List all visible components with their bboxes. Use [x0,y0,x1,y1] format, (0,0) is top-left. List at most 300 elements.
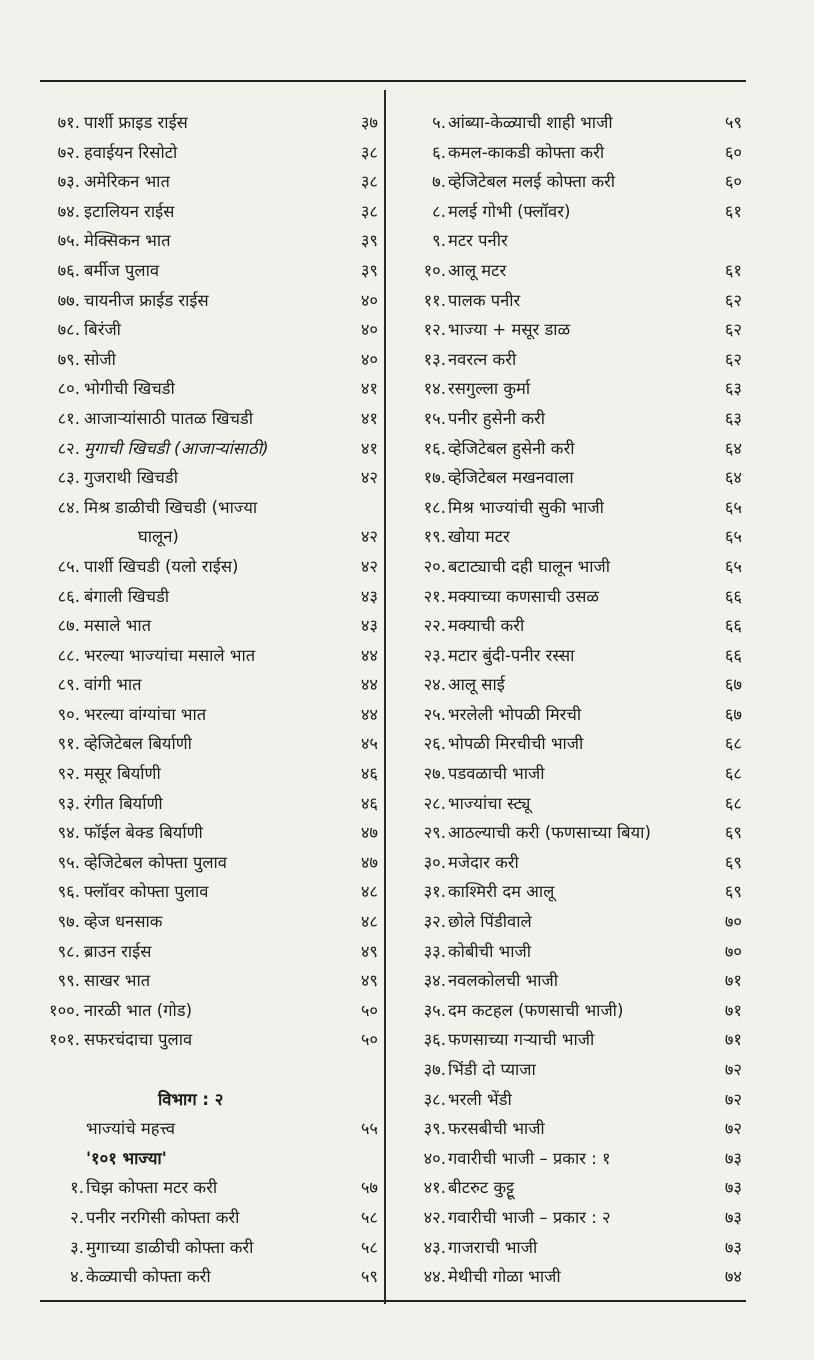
toc-entry [408,434,746,464]
entry-number: ४०. [423,1148,446,1168]
entry-number: २७. [423,764,446,784]
entry-number: ८२. [57,438,80,458]
entry-number: १२. [423,320,446,340]
entry-page: ४० [360,349,378,369]
entry-number: ८१. [57,408,80,428]
entry-title: व्हेजिटेबल कोफ्ता पुलाव [84,852,227,872]
entry-number: २६. [423,734,446,754]
entry-title: गवारीची भाजी – प्रकार : १ [448,1148,611,1168]
section-heading: विभाग : २ [158,1089,224,1109]
entry-title: फ्लॉवर कोफ्ता पुलाव [84,882,209,902]
entry-page: ५० [360,1000,378,1020]
column-divider [384,90,386,1304]
left-entry-list [30,108,382,1055]
entry-page: ६७ [724,675,742,695]
entry-number: ९८. [57,941,80,961]
entry-page: ५८ [360,1237,378,1257]
toc-entry [408,789,746,819]
entry-page: ७४ [724,1267,742,1287]
entry-title: फणसाच्या गऱ्याची भाजी [448,1030,595,1050]
entry-number: ७६. [57,260,80,280]
entry-page: ६४ [724,468,742,488]
toc-entry [408,611,746,641]
entry-title: केळ्याची कोफ्ता करी [86,1267,211,1287]
section-entry-list [30,1173,382,1291]
entry-title: गाजराची भाजी [448,1237,538,1257]
entry-page: ६९ [724,882,742,902]
toc-entry [408,818,746,848]
entry-page: ४४ [360,645,378,665]
entry-title: मुगाच्या डाळीची कोफ्ता करी [86,1237,254,1257]
entry-title: सोजी [84,349,116,369]
entry-number: ९२. [57,764,80,784]
entry-title: मेथीची गोळा भाजी [448,1267,561,1287]
entry-number: १९. [423,527,446,547]
entry-number: ४. [70,1267,84,1287]
entry-page: ५० [360,1030,378,1050]
toc-entry [30,197,382,227]
entry-page: ६३ [724,379,742,399]
toc-entry [30,670,382,700]
toc-entry [408,641,746,671]
entry-page: ६० [724,142,742,162]
toc-entry [408,1233,746,1263]
entry-title: पार्शी खिचडी (यलो राईस) [84,556,239,576]
entry-number: ३९. [423,1119,446,1139]
toc-entry [30,256,382,286]
entry-page: ५५ [360,1119,378,1139]
entry-page: ६३ [724,408,742,428]
entry-page: ४९ [360,941,378,961]
entry-number: ३८. [423,1089,446,1109]
entry-page: ४० [360,290,378,310]
entry-page: ३८ [360,142,378,162]
entry-title: भोपळी मिरचीची भाजी [448,734,584,754]
entry-title: भिंडी दो प्याजा [448,1060,536,1079]
entry-title: आजाऱ्यांसाठी पातळ खिचडी [84,408,254,428]
toc-entry [30,996,382,1026]
entry-page: ७१ [724,1030,742,1050]
entry-number: १००. [49,1000,80,1020]
entry-page: ६२ [724,290,742,310]
entry-title: पनीर नरगिसी कोफ्ता करी [86,1207,240,1227]
entry-page: ४७ [360,852,378,872]
entry-page: ४१ [360,438,378,458]
entry-page: ६९ [724,823,742,843]
entry-number: ८४. [57,497,80,517]
entry-title: मुगाची खिचडी (आजाऱ्यांसाठी) [84,438,269,458]
entry-title: व्हेजिटेबल मलई कोफ्ता करी [448,172,616,192]
toc-entry [408,374,746,404]
entry-page: ४४ [360,675,378,695]
left-column [30,108,382,1292]
entry-title: नवरत्न करी [448,349,517,369]
toc-entry [30,729,382,759]
entry-title: छोले पिंडीवाले [448,912,532,932]
toc-entry [408,522,746,552]
entry-title: इटालियन राईस [84,201,175,221]
toc-entry [408,1262,746,1292]
entry-title: भोगीची खिचडी [84,379,175,399]
section-intro-row [30,1114,382,1144]
entry-title: रंगीत बिर्याणी [84,793,163,813]
entry-number: २८. [423,793,446,813]
entry-page: ७० [724,912,742,932]
toc-entry [408,138,746,168]
entry-number: १६. [423,438,446,458]
entry-title: भरल्या भाज्यांचा मसाले भात [84,645,256,665]
entry-page: ४० [360,320,378,340]
entry-page: ४५ [360,734,378,754]
toc-entry [30,138,382,168]
toc-entry [408,700,746,730]
toc-entry [408,315,746,345]
toc-entry [30,167,382,197]
entry-page: ७१ [724,1000,742,1020]
entry-number: १५. [423,408,446,428]
entry-title: भाज्यांचा स्ट्यू [448,793,531,813]
entry-number: ४१. [423,1178,446,1198]
entry-title: गुजराथी खिचडी [84,468,178,488]
entry-number: ९०. [57,704,80,724]
toc-entry [30,315,382,345]
entry-number: ८७. [57,616,80,636]
entry-number: ४२. [423,1207,446,1227]
entry-page: ४७ [360,823,378,843]
entry-page: ३८ [360,201,378,221]
entry-page: ४६ [360,793,378,813]
entry-page: ४२ [360,468,378,488]
entry-title: मटार बुंदी-पनीर रस्सा [448,645,575,665]
entry-number: ३४. [423,971,446,991]
entry-title: घालून) [138,527,179,547]
entry-title: मटर पनीर [448,231,508,251]
entry-page: ४३ [360,586,378,606]
entry-number: २४. [423,675,446,695]
entry-number: ७७. [57,290,80,310]
entry-number: २०. [423,556,446,576]
toc-entry [30,463,382,493]
entry-page: ४१ [360,408,378,428]
entry-number: ४४. [423,1267,446,1287]
entry-page: ४२ [360,556,378,576]
top-rule [40,80,746,82]
toc-entry [30,611,382,641]
entry-page: ५९ [360,1267,378,1287]
entry-page: ४६ [360,764,378,784]
toc-entry [408,877,746,907]
toc-entry [408,1114,746,1144]
entry-page: ६२ [724,349,742,369]
entry-title: बटाट्याची दही घालून भाजी [448,556,611,576]
entry-title: साखर भात [84,971,151,991]
toc-entry [408,256,746,286]
entry-title: व्हेजिटेबल मखनवाला [448,468,574,488]
toc-entry [30,286,382,316]
entry-page: ६८ [724,793,742,813]
entry-title: सफरचंदाचा पुलाव [84,1030,193,1050]
entry-page: ३८ [360,172,378,192]
entry-title: नारळी भात (गोड) [84,1000,193,1020]
entry-page: ५७ [360,1178,378,1198]
entry-number: २२. [423,616,446,636]
entry-title: व्हेज धनसाक [84,912,163,932]
toc-entry [408,345,746,375]
entry-title: व्हेजिटेबल हुसेनी करी [448,438,575,458]
entry-number: ११. [423,290,446,310]
entry-title: भाज्या + मसूर डाळ [448,320,571,340]
entry-title: हवाईयन रिसोटो [84,142,178,162]
entry-page: ४९ [360,971,378,991]
entry-page: ६४ [724,438,742,458]
entry-page: ६० [724,172,742,192]
entry-title: फरसबीची भाजी [448,1119,545,1139]
entry-number: ९१. [57,734,80,754]
entry-number: ६. [432,142,446,162]
entry-title: मक्याच्या कणसाची उसळ [448,586,599,606]
right-column [408,108,746,1292]
toc-entry [30,226,382,256]
entry-title: भाज्यांचे महत्त्व [86,1119,176,1139]
entry-title: काश्मिरी दम आलू [448,882,555,902]
toc-entry [30,374,382,404]
right-entry-list [408,108,746,1292]
toc-entry [408,404,746,434]
toc-entry [30,641,382,671]
toc-entry [408,552,746,582]
toc-entry [408,670,746,700]
entry-title: बिरंजी [84,320,121,340]
entry-number: ९४. [57,823,80,843]
entry-page: ३९ [360,231,378,251]
entry-number: ९३. [57,793,80,813]
entry-title: बंगाली खिचडी [84,586,170,606]
toc-entry [30,700,382,730]
entry-page: ६१ [724,260,742,280]
entry-title: भरलेली भोपळी मिरची [448,704,582,724]
toc-entry [30,434,382,464]
entry-page: ६६ [724,645,742,665]
entry-number: ७४. [57,201,80,221]
entry-number: ३३. [423,941,446,961]
toc-entry [408,197,746,227]
toc-entry [408,729,746,759]
entry-page: ४३ [360,616,378,636]
toc-entry [30,1233,382,1263]
entry-title: चायनीज फ्राईड राईस [84,290,209,310]
toc-entry [30,848,382,878]
entry-number: ३०. [423,852,446,872]
entry-number: ८९. [57,675,80,695]
entry-title: मिश्र डाळीची खिचडी (भाज्या [84,497,258,517]
spacer [30,1055,382,1085]
toc-entry [408,1173,746,1203]
entry-number: १. [70,1178,84,1198]
entry-page: ४८ [360,882,378,902]
entry-number: १०. [423,260,446,280]
entry-page: ७२ [724,1119,742,1139]
entry-title: मसूर बिर्याणी [84,764,161,784]
toc-entry [30,108,382,138]
entry-number: ९६. [57,882,80,902]
entry-page: ४८ [360,912,378,932]
entry-number: ५. [432,113,446,132]
toc-entry [408,582,746,612]
entry-title: अमेरिकन भात [84,172,170,192]
toc-entry [408,1055,746,1085]
toc-entry [408,996,746,1026]
entry-title: मसाले भात [84,616,152,636]
entry-number: ९९. [57,971,80,991]
entry-page: ७३ [724,1148,742,1168]
entry-number: ८०. [57,379,80,399]
entry-page: ७३ [724,1237,742,1257]
entry-page: ७२ [724,1089,742,1109]
entry-number: ९५. [57,852,80,872]
section-subtitle-row [30,1144,382,1174]
toc-entry [408,167,746,197]
toc-entry [408,759,746,789]
entry-number: ३१. [423,882,446,902]
entry-page: ७० [724,941,742,961]
toc-entry [408,286,746,316]
entry-title: कोबीची भाजी [448,941,532,961]
entry-number: ७९. [57,349,80,369]
entry-number: ७८. [57,320,80,340]
entry-page: ६६ [724,586,742,606]
toc-entry [30,1203,382,1233]
toc-entry [30,1262,382,1292]
entry-number: ८६. [57,586,80,606]
entry-title: मेक्सिकन भात [84,231,171,251]
entry-title: ब्राउन राईस [84,941,152,961]
entry-number: ३. [70,1237,84,1257]
entry-title: आंब्या-केळ्याची शाही भाजी [448,113,613,132]
entry-title: व्हेजिटेबल बिर्याणी [84,734,192,754]
entry-page: ४१ [360,379,378,399]
toc-entry [30,937,382,967]
entry-number: २९. [423,823,446,843]
toc-entry [30,522,382,552]
entry-title: भरली भेंडी [448,1089,512,1109]
entry-title: आलू साई [448,675,505,695]
entry-page: ६२ [724,320,742,340]
entry-number: १०१. [49,1030,80,1050]
entry-number: ९७. [57,912,80,932]
entry-page: ७२ [724,1060,742,1079]
entry-page: ३७ [360,113,378,132]
entry-title: रसगुल्ला कुर्मा [448,379,531,399]
entry-title: पनीर हुसेनी करी [448,408,546,428]
toc-entry [30,582,382,612]
toc-entry [408,226,746,256]
entry-page: ३९ [360,260,378,280]
entry-number: ९. [432,231,446,251]
toc-entry [408,1085,746,1115]
section-subtitle: '१०१ भाज्या' [86,1148,167,1168]
entry-number: २. [70,1207,84,1227]
entry-page: ६५ [724,527,742,547]
entry-page: ६८ [724,734,742,754]
entry-title: मिश्र भाज्यांची सुकी भाजी [448,497,604,517]
entry-number: ३२. [423,912,446,932]
toc-entry [30,1173,382,1203]
entry-page: ७३ [724,1178,742,1198]
toc-entry [408,463,746,493]
entry-title: दम कटहल (फणसाची भाजी) [448,1000,624,1020]
entry-title: चिझ कोफ्ता मटर करी [86,1178,218,1198]
entry-page: ६७ [724,704,742,724]
entry-number: ८५. [57,556,80,576]
toc-entry [30,552,382,582]
entry-title: पार्शी फ्राइड राईस [84,113,188,132]
entry-number: ८. [432,201,446,221]
entry-number: ७१. [57,113,80,132]
entry-title: आठल्याची करी (फणसाच्या बिया) [448,823,651,843]
entry-number: २१. [423,586,446,606]
toc-entry [408,848,746,878]
entry-title: नवलकोलची भाजी [448,971,559,991]
entry-page: ५९ [724,113,742,132]
entry-title: मलई गोभी (फ्लॉवर) [448,201,571,221]
entry-number: ७२. [57,142,80,162]
toc-entry [408,1025,746,1055]
entry-page: ६५ [724,556,742,576]
entry-number: १७. [423,468,446,488]
entry-title: पालक पनीर [448,290,521,310]
entry-title: गवारीची भाजी – प्रकार : २ [448,1207,611,1227]
entry-number: ७३. [57,172,80,192]
toc-entry [408,108,746,138]
entry-title: मजेदार करी [448,852,519,872]
toc-entry [408,1144,746,1174]
toc-entry [408,1203,746,1233]
entry-page: ४२ [360,527,378,547]
entry-title: आलू मटर [448,260,507,280]
entry-page: ७१ [724,971,742,991]
toc-entry [30,818,382,848]
entry-title: पडवळाची भाजी [448,764,545,784]
toc-entry [30,759,382,789]
entry-title: बर्मीज पुलाव [84,260,160,280]
toc-entry [30,789,382,819]
entry-number: ७. [432,172,446,192]
entry-page: ६६ [724,616,742,636]
entry-page: ६५ [724,497,742,517]
entry-page: ६८ [724,764,742,784]
entry-number: १८. [423,497,446,517]
toc-entry [30,345,382,375]
entry-number: ७५. [57,231,80,251]
toc-entry [408,966,746,996]
entry-page: ६१ [724,201,742,221]
entry-number: ८८. [57,645,80,665]
entry-title: फॉईल बेक्ड बिर्याणी [84,823,203,843]
entry-number: ३५. [423,1000,446,1020]
entry-number: २३. [423,645,446,665]
entry-title: भरल्या वांग्यांचा भात [84,704,207,724]
entry-title: वांगी भात [84,675,142,695]
toc-entry [30,404,382,434]
entry-number: ३७. [423,1060,446,1079]
toc-entry [408,937,746,967]
toc-entry [30,1025,382,1055]
entry-number: ३६. [423,1030,446,1050]
entry-number: २५. [423,704,446,724]
entry-title: कमल-काकडी कोफ्ता करी [448,142,605,162]
toc-entry [30,907,382,937]
entry-number: ८३. [57,468,80,488]
